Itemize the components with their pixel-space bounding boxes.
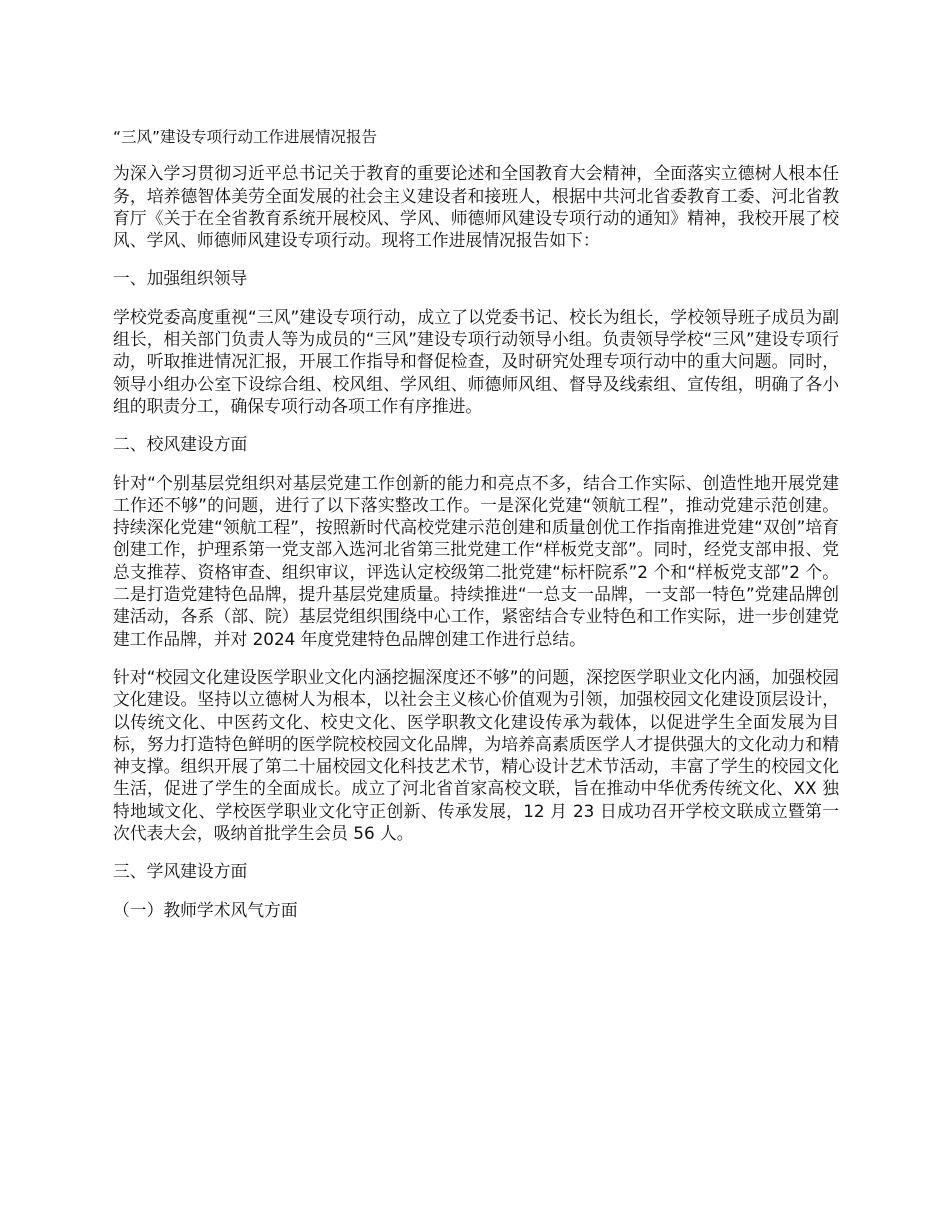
paragraph-campus-culture: 针对“校园文化建设医学职业文化内涵挖掘深度还不够”的问题，深挖医学职业文化内涵，加强校园文化建设。坚持以立德树人为根本，以社会主义核心价值观为引领，加强校园文化建设顶层设计，以传统文化、中医药文化、校史文化、医学职教文化建设传承为载体，以促进学生全面发展为目标，努力打造特色鲜明的医学院校校园文化品牌，为培养高素质医学人才提供强大的文化动力和精神支撑。组织开展了第二十届校园文化科技艺术节，精心设计艺术节活动，丰富了学生的校园文化生活，促进了学生的全面成长。成立了河北省首家高校文联，旨在推动中华优秀传统文化、XX 独特地域文化、学校医学职业文化守正创新、传承发展，12 月 23 日成功召开学校文联成立暨第一次代表大会，吸纳首批学生会员 56 人。 (113, 666, 839, 844)
paragraph-organization: 学校党委高度重视“三风”建设专项行动，成立了以党委书记、校长为组长，学校领导班子成员为副组长，相关部门负责人等为成员的“三风”建设专项行动领导小组。负责领导学校“三风”建设专项行动，听取推进情况汇报，开展工作指导和督促检查，及时研究处理专项行动中的重大问题。同时，领导小组办公室下设综合组、校风组、学风组、师德师风组、督导及线索组、宣传组，明确了各小组的职责分工，确保专项行动各项工作有序推进。 (113, 306, 839, 416)
document-title: “三风”建设专项行动工作进展情况报告 (113, 128, 378, 146)
intro-paragraph: 为深入学习贯彻习近平总书记关于教育的重要论述和全国教育大会精神，全面落实立德树人根本任务，培养德智体美劳全面发展的社会主义建设者和接班人，根据中共河北省委教育工委、河北省教育厅《关于在全省教育系统开展校风、学风、师德师风建设专项行动的通知》精神，我校开展了校风、学风、师德师风建设专项行动。现将工作进展情况报告如下： (113, 163, 839, 251)
section-heading-school-style: 二、校风建设方面 (113, 434, 248, 455)
section-heading-organization: 一、加强组织领导 (113, 268, 248, 289)
document-body (113, 126, 839, 921)
section-heading-study-style: 三、学风建设方面 (113, 861, 248, 882)
subheading-teacher-academic: （一）教师学术风气方面 (113, 899, 298, 920)
paragraph-party-building: 针对“个别基层党组织对基层党建工作创新的能力和亮点不多，结合工作实际、创造性地开展党建工作还不够”的问题，进行了以下落实整改工作。一是深化党建“领航工程”，推动党建示范创建。持续深化党建“领航工程”，按照新时代高校党建示范创建和质量创优工作指南推进党建“双创”培育创建工作，护理系第一党支部入选河北省第三批党建工作“样板党支部”。同时，经党支部申报、党总支推荐、资格审查、组织审议，评选认定校级第二批党建“标杆院系”2 个和“样板党支部”2 个。二是打造党建特色品牌，提升基层党建质量。持续推进“一总支一品牌，一支部一特色”党建品牌创建活动，各系（部、院）基层党组织围绕中心工作，紧密结合专业特色和工作实际，进一步创建党建工作品牌，并对 2024 年度党建特色品牌创建工作进行总结。 (113, 472, 839, 649)
